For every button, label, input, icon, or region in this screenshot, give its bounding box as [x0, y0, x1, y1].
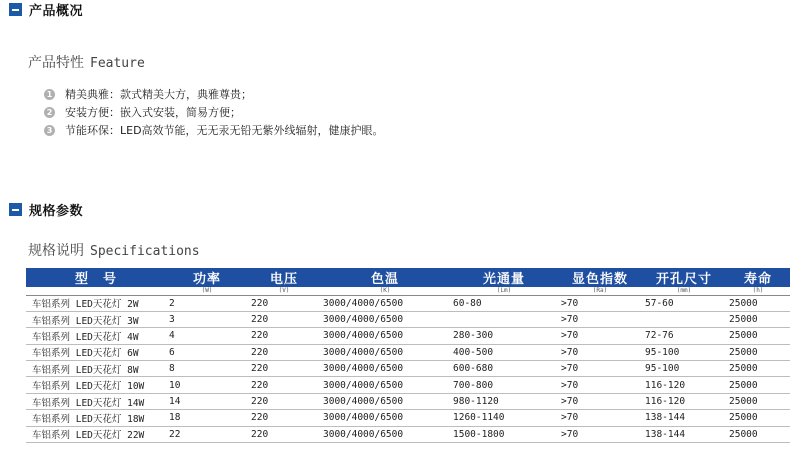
- table-cell: 车铝系列 LED天花灯 22W: [26, 426, 166, 442]
- params-heading: 规格参数: [29, 203, 84, 219]
- table-cell: 116-120: [642, 393, 726, 409]
- unit-cell: (K): [320, 287, 450, 295]
- table-cell: 220: [248, 311, 320, 327]
- spec-title: [28, 240, 200, 260]
- table-cell: >70: [558, 361, 642, 377]
- table-cell: 车铝系列 LED天花灯 8W: [26, 361, 166, 377]
- table-cell: 14: [166, 393, 248, 409]
- table-cell: >70: [558, 393, 642, 409]
- table-cell: 25000: [726, 377, 790, 393]
- number-circle-icon: 1: [44, 89, 55, 100]
- spec-title-cn: 规格说明: [28, 243, 84, 259]
- table-cell: 138-144: [642, 426, 726, 442]
- table-cell: >70: [558, 328, 642, 344]
- feature-item: [44, 121, 384, 139]
- table-cell: 1260-1140: [450, 410, 558, 426]
- table-cell: 220: [248, 328, 320, 344]
- table-cell: 1500-1800: [450, 426, 558, 442]
- table-cell: 22: [166, 426, 248, 442]
- unit-cell: (Ra): [558, 287, 642, 295]
- unit-cell: (W): [166, 287, 248, 295]
- table-cell: 60-80: [450, 295, 558, 311]
- table-cell: 3: [166, 311, 248, 327]
- table-cell: 600-680: [450, 361, 558, 377]
- col-header-cct: 色温: [320, 268, 450, 287]
- table-cell: 3000/4000/6500: [320, 295, 450, 311]
- table-cell: 220: [248, 426, 320, 442]
- col-header-life: 寿命: [726, 268, 790, 287]
- table-cell: 220: [248, 361, 320, 377]
- table-cell: 280-300: [450, 328, 558, 344]
- unit-cell: [26, 287, 166, 295]
- table-cell: 车铝系列 LED天花灯 3W: [26, 311, 166, 327]
- feature-item: [44, 85, 384, 103]
- table-cell: 116-120: [642, 377, 726, 393]
- col-header-cri: 显色指数: [558, 268, 642, 287]
- spec-title-en: Specifications: [90, 244, 200, 259]
- table-cell: 3000/4000/6500: [320, 377, 450, 393]
- spec-table: [26, 268, 790, 443]
- table-cell: 3000/4000/6500: [320, 361, 450, 377]
- unit-cell: (h): [726, 287, 790, 295]
- table-cell: 57-60: [642, 295, 726, 311]
- table-cell: 18: [166, 410, 248, 426]
- table-cell: 3000/4000/6500: [320, 311, 450, 327]
- table-cell: 25000: [726, 295, 790, 311]
- table-cell: 220: [248, 410, 320, 426]
- feature-text: 节能环保：LED高效节能，无无汞无铅无紫外线辐射，健康护眼。: [65, 124, 384, 137]
- table-cell: 220: [248, 344, 320, 360]
- table-cell: 3000/4000/6500: [320, 410, 450, 426]
- table-cell: 25000: [726, 328, 790, 344]
- feature-list: [44, 85, 384, 139]
- table-cell: [642, 311, 726, 327]
- feature-text: 安装方便：嵌入式安装，简易方便；: [65, 106, 241, 119]
- table-cell: 25000: [726, 361, 790, 377]
- feature-title-cn: 产品特性: [28, 55, 84, 71]
- table-cell: 4: [166, 328, 248, 344]
- table-cell: 220: [248, 295, 320, 311]
- table-cell: >70: [558, 344, 642, 360]
- table-row: [26, 311, 790, 327]
- table-cell: 700-800: [450, 377, 558, 393]
- table-row: [26, 426, 790, 442]
- col-header-power: 功率: [166, 268, 248, 287]
- table-cell: 220: [248, 377, 320, 393]
- table-cell: >70: [558, 426, 642, 442]
- table-cell: >70: [558, 295, 642, 311]
- table-cell: 10: [166, 377, 248, 393]
- table-cell: 车铝系列 LED天花灯 6W: [26, 344, 166, 360]
- unit-cell: (V): [248, 287, 320, 295]
- table-cell: 25000: [726, 344, 790, 360]
- table-cell: 3000/4000/6500: [320, 328, 450, 344]
- minus-icon: [9, 203, 22, 216]
- table-cell: 车铝系列 LED天花灯 10W: [26, 377, 166, 393]
- table-row: [26, 410, 790, 426]
- table-cell: 72-76: [642, 328, 726, 344]
- col-header-cutout: 开孔尺寸: [642, 268, 726, 287]
- table-row: [26, 328, 790, 344]
- overview-section-header: [9, 0, 83, 18]
- table-cell: 2: [166, 295, 248, 311]
- table-cell: 25000: [726, 426, 790, 442]
- table-cell: >70: [558, 311, 642, 327]
- unit-cell: (mm): [642, 287, 726, 295]
- minus-icon: [9, 3, 22, 16]
- table-row: [26, 361, 790, 377]
- unit-cell: (Lm): [450, 287, 558, 295]
- table-cell: 220: [248, 393, 320, 409]
- table-cell: 8: [166, 361, 248, 377]
- feature-title: [28, 52, 145, 72]
- table-row: [26, 377, 790, 393]
- table-cell: 3000/4000/6500: [320, 426, 450, 442]
- table-cell: 6: [166, 344, 248, 360]
- table-cell: 138-144: [642, 410, 726, 426]
- table-cell: 95-100: [642, 344, 726, 360]
- table-row: [26, 344, 790, 360]
- table-cell: 25000: [726, 393, 790, 409]
- feature-item: [44, 103, 384, 121]
- table-cell: 车铝系列 LED天花灯 14W: [26, 393, 166, 409]
- feature-title-en: Feature: [90, 56, 145, 71]
- table-cell: 车铝系列 LED天花灯 2W: [26, 295, 166, 311]
- number-circle-icon: 3: [44, 125, 55, 136]
- header-row: [26, 268, 790, 287]
- table-cell: 400-500: [450, 344, 558, 360]
- col-header-model: 型 号: [26, 268, 166, 287]
- col-header-flux: 光通量: [450, 268, 558, 287]
- col-header-voltage: 电压: [248, 268, 320, 287]
- table-cell: 车铝系列 LED天花灯 18W: [26, 410, 166, 426]
- table-row: [26, 295, 790, 311]
- table-cell: 3000/4000/6500: [320, 344, 450, 360]
- table-cell: [450, 311, 558, 327]
- feature-text: 精美典雅：款式精美大方，典雅尊贵；: [65, 88, 252, 101]
- units-row: [26, 287, 790, 295]
- table-cell: 3000/4000/6500: [320, 393, 450, 409]
- overview-heading: 产品概况: [29, 3, 84, 19]
- table-cell: 25000: [726, 410, 790, 426]
- number-circle-icon: 2: [44, 107, 55, 118]
- params-section-header: [9, 200, 83, 218]
- table-row: [26, 393, 790, 409]
- table-cell: 车铝系列 LED天花灯 4W: [26, 328, 166, 344]
- table-cell: >70: [558, 377, 642, 393]
- table-cell: >70: [558, 410, 642, 426]
- table-cell: 95-100: [642, 361, 726, 377]
- table-cell: 25000: [726, 311, 790, 327]
- table-cell: 980-1120: [450, 393, 558, 409]
